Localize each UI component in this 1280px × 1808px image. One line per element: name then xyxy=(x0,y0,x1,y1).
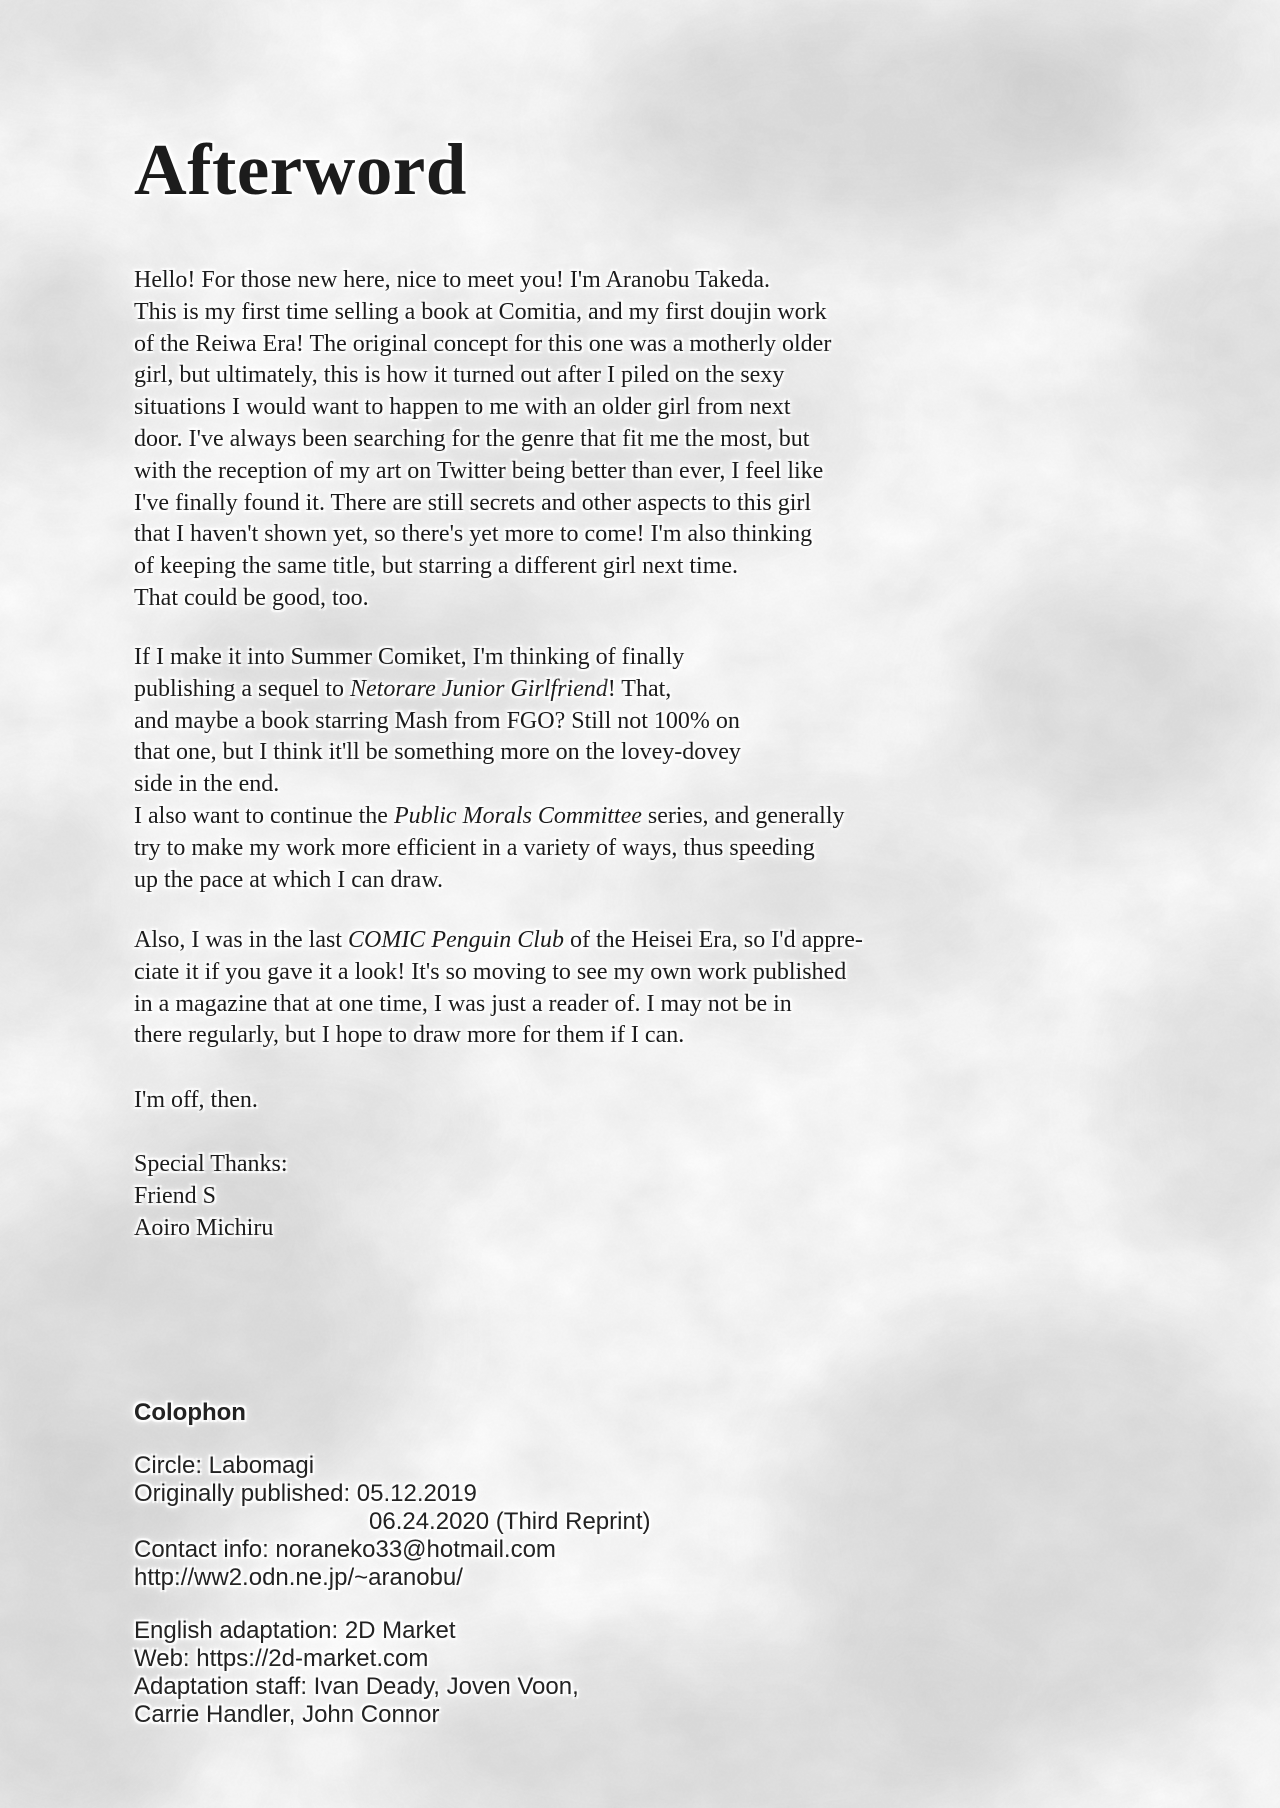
special-thanks xyxy=(134,1149,288,1244)
special-thanks-name: Friend S xyxy=(134,1182,217,1209)
text-line: door. I've always been searching for the genre that fit me the most, but xyxy=(134,425,810,452)
text-line: that one, but I think it'll be something more on the lovey-dovey xyxy=(134,739,741,766)
colophon-adaptation: English adaptation: 2D Market xyxy=(134,1617,456,1644)
afterword-paragraph-2 xyxy=(134,642,845,896)
afterword-paragraph-1 xyxy=(134,265,831,615)
text-line: If I make it into Summer Comiket, I'm thinking of finally xyxy=(134,644,685,670)
text-line: I also want to continue the Public Morals Committee series, and generally xyxy=(134,802,845,829)
special-thanks-name: Aoiro Michiru xyxy=(134,1214,274,1241)
text-line: that I haven't shown yet, so there's yet more to come! I'm also thinking xyxy=(134,521,813,548)
text-line: publishing a sequel to Netorare Junior Girlfriend! That, xyxy=(134,675,672,702)
text-line: side in the end. xyxy=(134,771,280,798)
colophon-circle: Circle: Labomagi xyxy=(134,1452,315,1479)
text-line: and maybe a book starring Mash from FGO? Still not 100% on xyxy=(134,707,740,734)
magazine-title: COMIC Penguin Club xyxy=(347,927,564,953)
text-line: That could be good, too. xyxy=(134,584,369,611)
colophon-staff: Carrie Handler, John Connor xyxy=(134,1701,440,1728)
text-line: in a magazine that at one time, I was just a reader of. I may not be in xyxy=(134,990,792,1017)
colophon-website: http://ww2.odn.ne.jp/~aranobu/ xyxy=(134,1564,463,1591)
work-title: Public Morals Committee xyxy=(393,802,642,829)
colophon-web: Web: https://2d-market.com xyxy=(134,1645,429,1672)
text-line: I've finally found it. There are still secrets and other aspects to this girl xyxy=(134,489,812,516)
colophon-staff: Adaptation staff: Ivan Deady, Joven Voon, xyxy=(134,1673,579,1700)
signoff xyxy=(134,1085,258,1117)
text-line: try to make my work more efficient in a variety of ways, thus speeding xyxy=(134,834,815,861)
colophon-contact: Contact info: noraneko33@hotmail.com xyxy=(134,1536,556,1563)
text-line: This is my first time selling a book at Comitia, and my first doujin work xyxy=(134,298,827,325)
text-line: situations I would want to happen to me with an older girl from next xyxy=(134,394,791,421)
text-line: I'm off, then. xyxy=(134,1087,258,1113)
special-thanks-heading: Special Thanks: xyxy=(134,1151,288,1177)
afterword-paragraph-3 xyxy=(134,925,863,1052)
text-line: ciate it if you gave it a look! It's so moving to see my own work published xyxy=(134,958,847,985)
text-line: up the pace at which I can draw. xyxy=(134,866,443,893)
text-line: Hello! For those new here, nice to meet you! I'm Aranobu Takeda. xyxy=(134,267,771,293)
text-line: Also, I was in the last COMIC Penguin Club of the Heisei Era, so I'd appre- xyxy=(134,927,863,953)
text-line: there regularly, but I hope to draw more for them if I can. xyxy=(134,1022,685,1049)
colophon-reprint: 06.24.2020 (Third Reprint) xyxy=(369,1508,651,1535)
colophon-published: Originally published: 05.12.2019 xyxy=(134,1480,477,1507)
work-title: Netorare Junior Girlfriend xyxy=(349,675,608,702)
colophon-adaptation-block xyxy=(134,1617,579,1729)
colophon-heading: Colophon xyxy=(134,1399,246,1426)
text-line: of the Reiwa Era! The original concept for this one was a motherly older xyxy=(134,330,832,357)
text-line: of keeping the same title, but starring a different girl next time. xyxy=(134,553,739,580)
text-line: with the reception of my art on Twitter being better than ever, I feel like xyxy=(134,457,824,484)
colophon-publication-block xyxy=(134,1452,650,1592)
page-title: Afterword xyxy=(134,129,467,210)
text-line: girl, but ultimately, this is how it turned out after I piled on the sexy xyxy=(134,362,785,389)
